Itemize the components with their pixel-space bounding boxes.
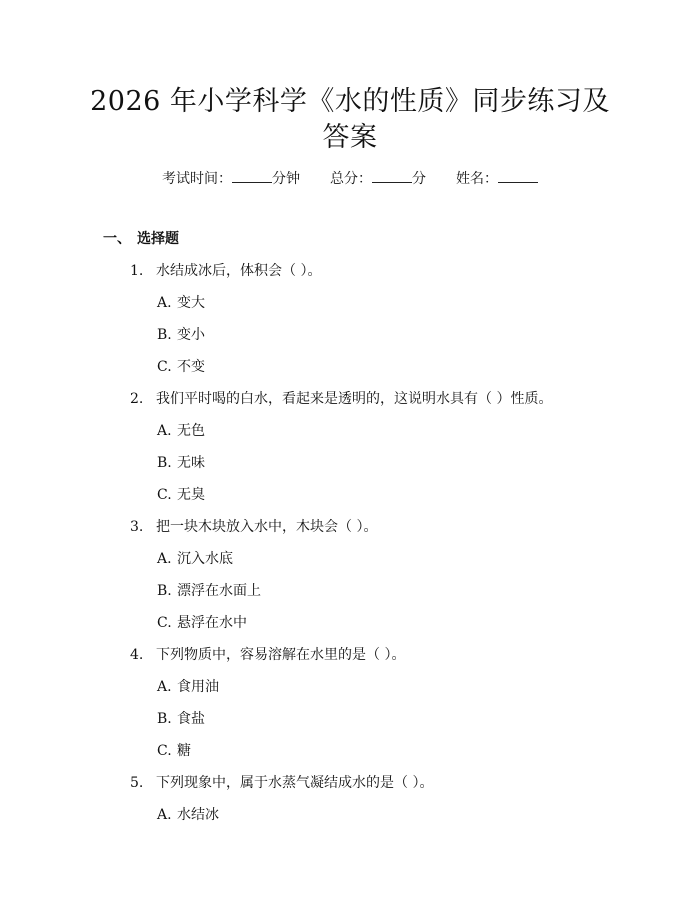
option-letter: B. [157,455,172,471]
option-text: 沉入水底 [177,551,233,567]
question-number: 2. [130,391,144,407]
option [157,806,219,824]
option-letter: A. [157,423,172,439]
option-text: 漂浮在水面上 [177,583,261,599]
question [130,262,321,280]
option-text: 变大 [177,295,205,311]
option [157,614,247,632]
option-text: 无色 [177,423,205,439]
question-text: 我们平时喝的白水，看起来是透明的，这说明水具有（ ）性质。 [156,391,553,407]
question-text: 下列现象中，属于水蒸气凝结成水的是（ ）。 [156,775,434,791]
option-letter: A. [157,551,172,567]
option-letter: B. [157,327,172,343]
section-number: 一、 [103,231,131,247]
question-number: 1. [130,263,144,279]
option [157,486,205,504]
question [130,390,552,408]
option [157,742,191,760]
question-text: 把一块木块放入水中，木块会（ ）。 [156,519,378,535]
question-text: 下列物质中，容易溶解在水里的是（ ）。 [156,647,406,663]
option-letter: C. [157,359,172,375]
section-heading [103,230,179,248]
option-letter: A. [157,679,172,695]
option [157,294,205,312]
option-letter: A. [157,295,172,311]
question-text: 水结成冰后，体积会（ ）。 [156,263,322,279]
question-number: 3. [130,519,144,535]
option-letter: C. [157,615,172,631]
option [157,358,205,376]
option-text: 糖 [177,743,191,759]
option-text: 水结冰 [177,807,219,823]
option-letter: A. [157,807,172,823]
option-text: 变小 [177,327,205,343]
time-unit: 分钟 [272,171,300,187]
option [157,678,219,696]
name-label: 姓名： [456,171,498,187]
option-text: 食用油 [177,679,219,695]
question-number: 5. [130,775,144,791]
option-text: 不变 [177,359,205,375]
score-label: 总分： [330,171,372,187]
option [157,422,205,440]
question [130,518,377,536]
option [157,454,205,472]
option [157,582,261,600]
score-unit: 分 [412,171,426,187]
option-text: 食盐 [177,711,205,727]
question [130,646,405,664]
score-blank [372,170,412,183]
option-letter: B. [157,711,172,727]
option [157,710,205,728]
option-letter: C. [157,743,172,759]
option [157,326,205,344]
question-number: 4. [130,647,144,663]
option-letter: B. [157,583,172,599]
question [130,774,433,792]
option-letter: C. [157,487,172,503]
time-label: 考试时间： [162,171,232,187]
exam-info-line [0,170,700,188]
option-text: 无臭 [177,487,205,503]
time-blank [232,170,272,183]
option-text: 无味 [177,455,205,471]
option-text: 悬浮在水中 [177,615,247,631]
section-title: 选择题 [137,231,179,247]
option [157,550,233,568]
name-blank [498,170,538,183]
document-title: 2026 年小学科学《水的性质》同步练习及答案 [90,86,610,153]
